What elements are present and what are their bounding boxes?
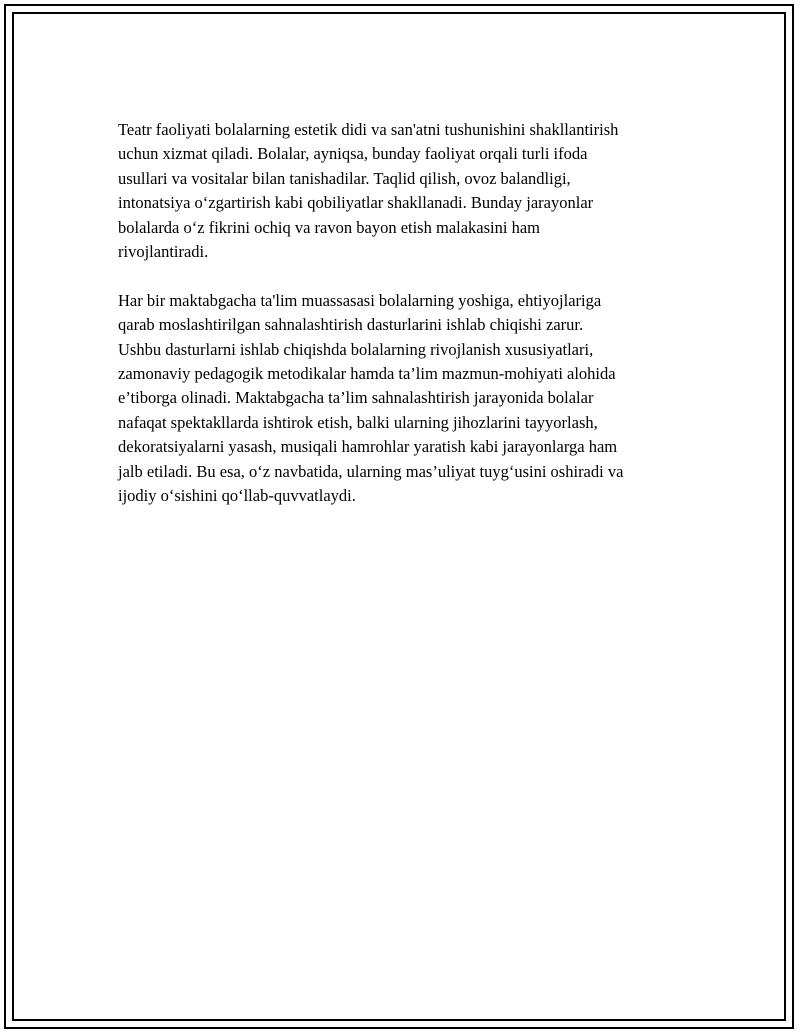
paragraph-theatre-activity: Teatr faoliyati bolalarning estetik didi va san'atni tushunishini shakllantirish uchun xizmat qiladi. Bolalar, ayniqsa, bunday faoliyat orqali turli ifoda usullari va vositalar bilan tanishadilar. Taqlid qilish, ovoz balandligi, intonatsiya o‘zgartirish kabi qobiliyatlar shakllanadi. Bunday jarayonlar bolalarda o‘z fikrini ochiq va ravon bayon etish malakasini ham rivojlantiradi.: [118, 120, 619, 262]
document-body: [118, 118, 696, 508]
paragraph-staging-programs: Har bir maktabgacha ta'lim muassasasi bolalarning yoshiga, ehtiyojlariga qarab moslashtirilgan sahnalashtirish dasturlarini ishlab chiqishi zarur. Ushbu dasturlarni ishlab chiqishda bolalarning rivojlanish xususiyatlari, zamonaviy pedagogik metodikalar hamda ta’lim mazmun-mohiyati alohida e’tiborga olinadi. Maktabgacha ta’lim sahnalashtirish jarayonida bolalar nafaqat spektakllarda ishtirok etish, balki ularning jihozlarini tayyorlash, dekoratsiyalarni yasash, musiqali hamrohlar yaratish kabi jarayonlarga ham jalb etiladi. Bu esa, o‘z navbatida, ularning mas’uliyat tuyg‘usini oshiradi va ijodiy o‘sishini qo‘llab-quvvatlaydi.: [118, 290, 624, 506]
